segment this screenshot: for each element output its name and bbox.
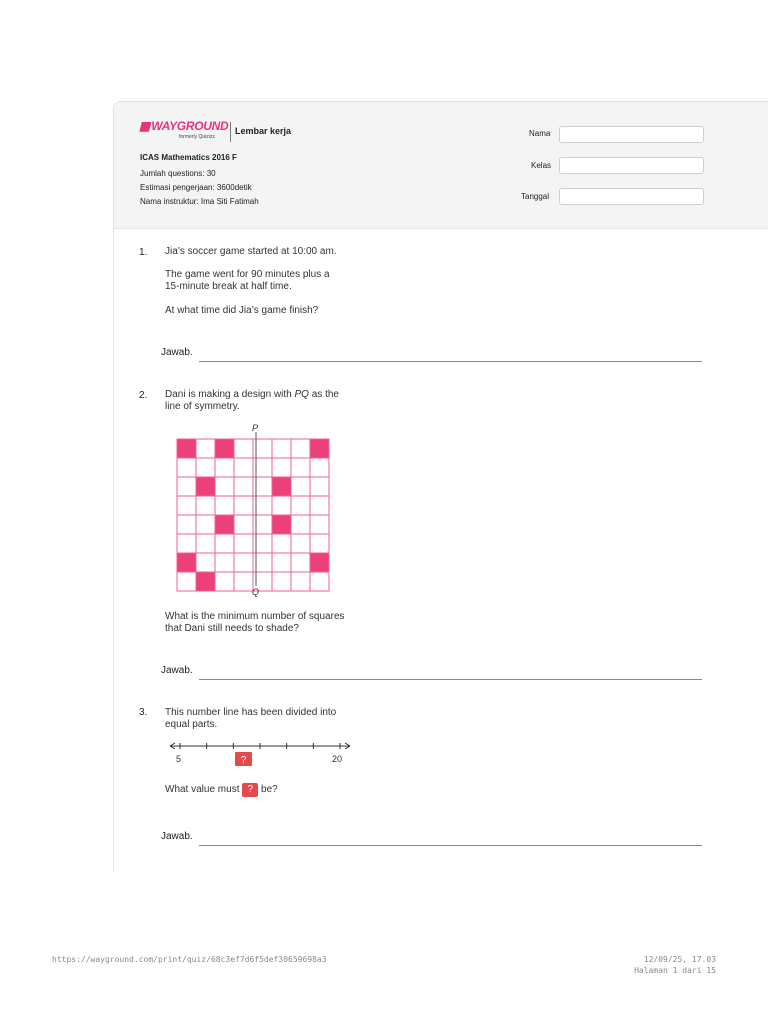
worksheet-header <box>114 102 768 229</box>
grid-square <box>291 515 310 534</box>
number-line <box>170 743 350 749</box>
number-line-figure <box>164 738 356 770</box>
grid-square <box>215 572 234 591</box>
class-field[interactable] <box>559 157 704 174</box>
grid-square <box>234 515 253 534</box>
logo-divider <box>230 122 231 142</box>
grid-square <box>215 477 234 496</box>
instructor-name: Nama instruktur: Ima Siti Fatimah <box>140 197 259 206</box>
number-line-left-label: 5 <box>176 754 182 764</box>
shaded-square <box>310 439 329 458</box>
shaded-square <box>177 439 196 458</box>
question-2-answer-label: Jawab. <box>161 665 193 676</box>
grid-square <box>177 496 196 515</box>
questions-count: Jumlah questions: 30 <box>140 169 216 178</box>
question-3-text-3a: What value must <box>165 784 240 795</box>
grid-square <box>177 515 196 534</box>
question-3-text-3 <box>165 783 278 797</box>
question-2-text-4: that Dani still needs to shade? <box>165 623 299 634</box>
logo-bars-icon: ▮▮ <box>139 119 149 133</box>
grid-square <box>272 534 291 553</box>
grid-square <box>234 553 253 572</box>
number-line-right-label: 20 <box>332 754 343 764</box>
date-field[interactable] <box>559 188 704 205</box>
unknown-value-symbol: ? <box>240 755 247 766</box>
grid-square <box>177 477 196 496</box>
shaded-square <box>310 553 329 572</box>
grid-square <box>291 458 310 477</box>
grid-square <box>177 572 196 591</box>
question-1-text-2: The game went for 90 minutes plus a <box>165 269 330 280</box>
grid-square <box>291 572 310 591</box>
point-q-label: Q <box>252 587 260 597</box>
shaded-square <box>196 477 215 496</box>
question-3-text-3b: be? <box>261 784 278 795</box>
grid-square <box>215 496 234 515</box>
grid-square <box>196 534 215 553</box>
logo-subtitle: formerly Quizizz <box>179 134 215 140</box>
question-3-number: 3. <box>139 707 148 718</box>
shaded-square <box>215 439 234 458</box>
grid-square <box>272 439 291 458</box>
grid-square <box>196 496 215 515</box>
grid-square <box>310 496 329 515</box>
grid-square <box>310 477 329 496</box>
grid-square <box>291 496 310 515</box>
shaded-square <box>272 515 291 534</box>
question-3-text-1: This number line has been divided into <box>165 707 337 718</box>
question-1-answer-label: Jawab. <box>161 347 193 358</box>
grid-square <box>234 439 253 458</box>
question-1-text-1: Jia’s soccer game started at 10:00 am. <box>165 246 337 257</box>
grid-square <box>310 515 329 534</box>
question-1-text-4: At what time did Jia’s game finish? <box>165 305 319 316</box>
question-2-text-2: line of symmetry. <box>165 401 240 412</box>
class-label: Kelas <box>531 161 552 170</box>
grid-square <box>310 572 329 591</box>
estimated-time: Estimasi pengerjaan: 3600detik <box>140 183 252 192</box>
shaded-square <box>177 553 196 572</box>
question-2-text-1: Dani is making a design with PQ as the <box>165 389 339 400</box>
sheet-type: Lembar kerja <box>235 126 292 136</box>
grid-square <box>234 477 253 496</box>
grid-square <box>272 458 291 477</box>
grid-square <box>196 458 215 477</box>
shaded-square <box>196 572 215 591</box>
grid-square <box>234 496 253 515</box>
grid-cells <box>177 439 329 591</box>
grid-square <box>272 572 291 591</box>
page-number: Halaman 1 dari 15 <box>634 966 716 975</box>
question-2-number: 2. <box>139 390 148 401</box>
grid-square <box>234 572 253 591</box>
inline-unknown-marker: ? <box>242 783 258 797</box>
page-url: https://wayground.com/print/quiz/68c3ef7d6f5def30659698a3 <box>52 955 327 964</box>
question-1-answer-line[interactable] <box>199 361 702 362</box>
question-3-answer-line[interactable] <box>199 845 702 846</box>
grid-square <box>196 515 215 534</box>
grid-square <box>272 553 291 572</box>
point-p-label: P <box>252 423 259 433</box>
question-3-text-2: equal parts. <box>165 719 218 730</box>
grid-square <box>234 534 253 553</box>
grid-square <box>215 553 234 572</box>
grid-square <box>272 496 291 515</box>
name-label: Nama <box>529 129 551 138</box>
grid-square <box>215 458 234 477</box>
grid-square <box>310 458 329 477</box>
grid-square <box>291 439 310 458</box>
question-1-number: 1. <box>139 247 148 258</box>
grid-square <box>234 458 253 477</box>
question-1-text-3: 15-minute break at half time. <box>165 281 292 292</box>
name-field[interactable] <box>559 126 704 143</box>
grid-square <box>177 534 196 553</box>
grid-square <box>291 534 310 553</box>
grid-square <box>291 477 310 496</box>
symmetry-grid-figure <box>170 420 340 600</box>
grid-square <box>291 553 310 572</box>
grid-square <box>177 458 196 477</box>
shaded-square <box>215 515 234 534</box>
date-label: Tanggal <box>521 192 550 201</box>
grid-square <box>215 534 234 553</box>
quiz-title: ICAS Mathematics 2016 F <box>140 153 237 162</box>
question-3-answer-label: Jawab. <box>161 831 193 842</box>
logo-wordmark: ▮▮ WAYGROUND <box>139 119 229 133</box>
grid-square <box>310 534 329 553</box>
print-datetime: 12/09/25, 17.03 <box>643 955 716 964</box>
shaded-square <box>272 477 291 496</box>
question-2-answer-line[interactable] <box>199 679 702 680</box>
grid-square <box>196 553 215 572</box>
grid-square <box>196 439 215 458</box>
wayground-logo <box>139 119 228 140</box>
question-2-text-3: What is the minimum number of squares <box>165 611 345 622</box>
